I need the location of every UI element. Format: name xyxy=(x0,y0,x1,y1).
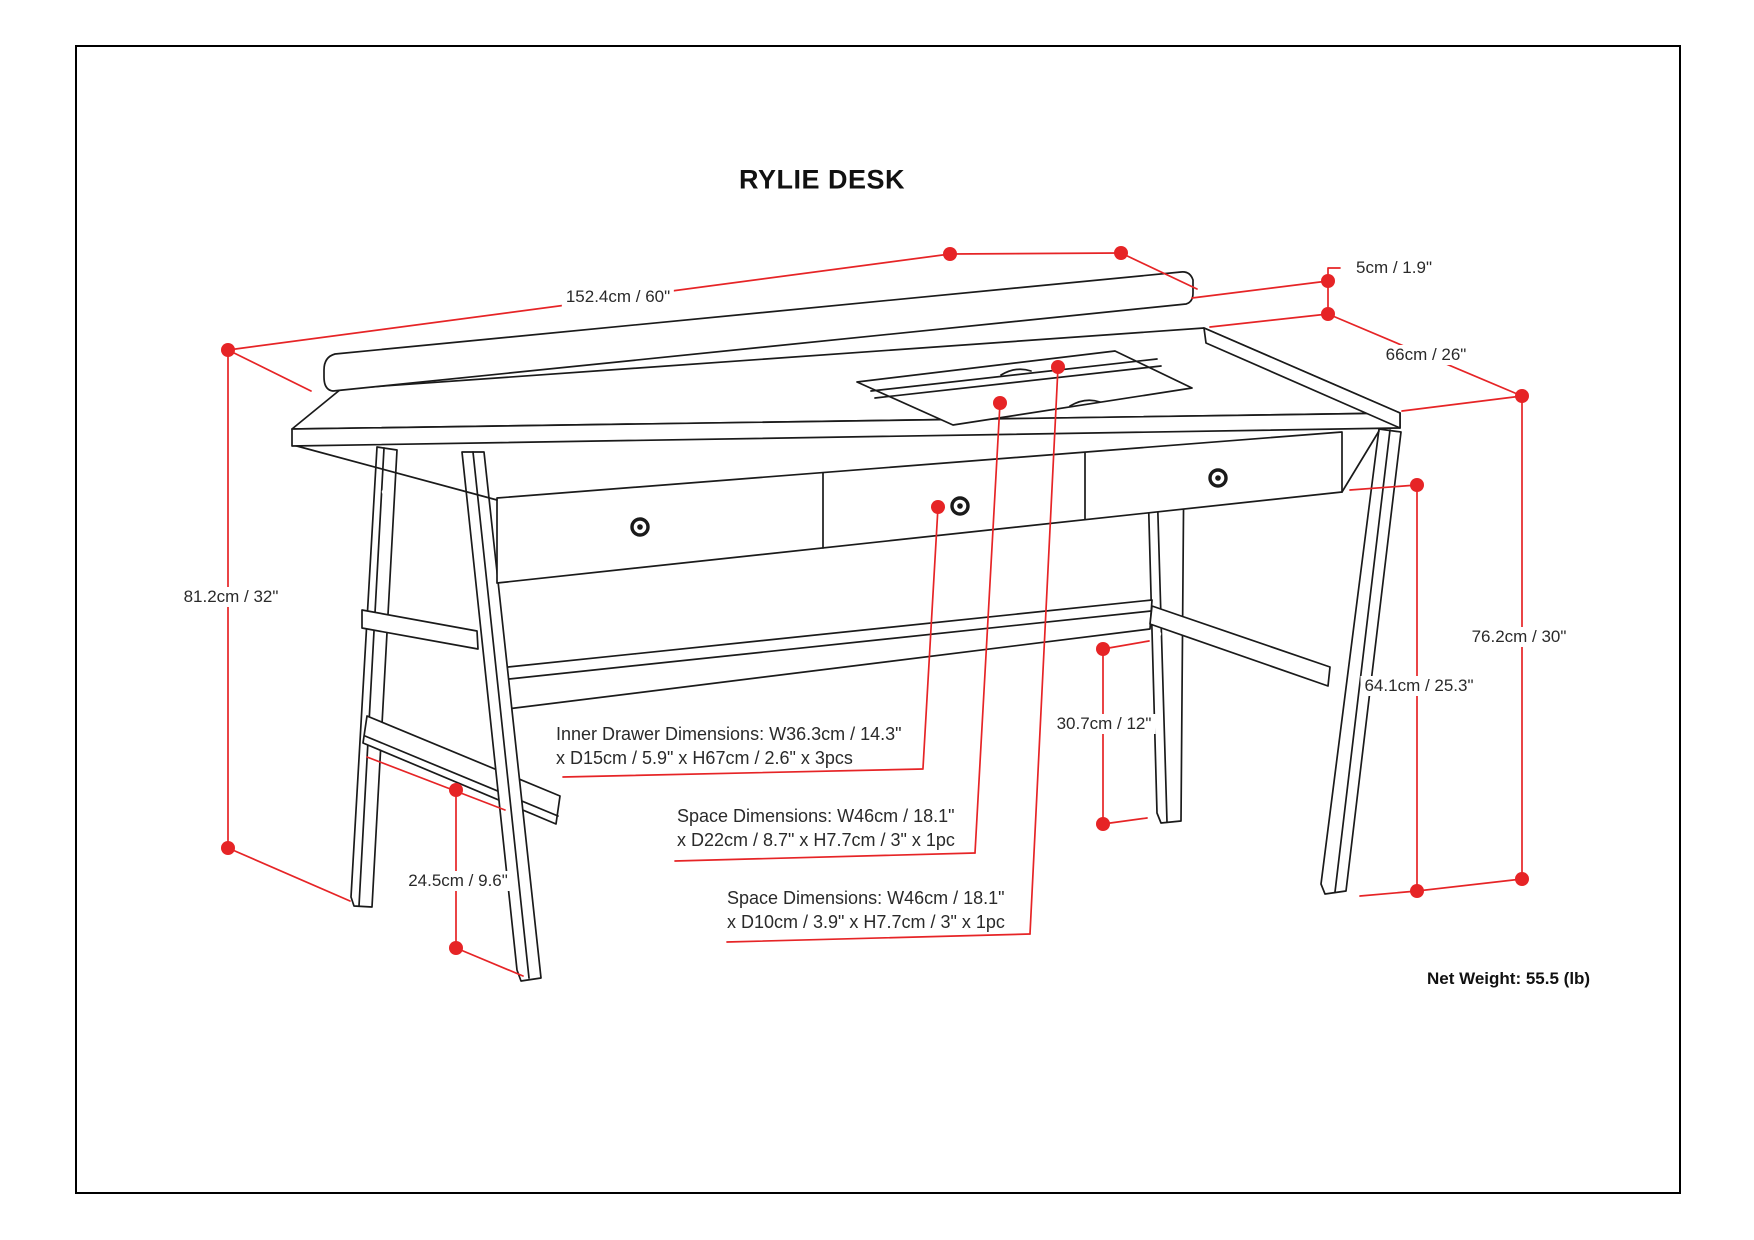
dimension-label-leg-bottom: 24.5cm / 9.6" xyxy=(404,871,512,891)
dimension-label-stretcher-clearance: 30.7cm / 12" xyxy=(1053,714,1156,734)
net-weight-label: Net Weight: 55.5 (lb) xyxy=(1427,969,1591,988)
inner-drawer-note-line1: Inner Drawer Dimensions: W36.3cm / 14.3" xyxy=(556,724,902,744)
space2-leader xyxy=(1030,367,1058,934)
dimension-label-overall-height: 81.2cm / 32" xyxy=(180,587,283,607)
space-note-2 xyxy=(727,886,1005,934)
space-note-1 xyxy=(677,804,955,852)
dimension-label-floor-to-top: 76.2cm / 30" xyxy=(1468,627,1571,647)
space-note-1-line1: Space Dimensions: W46cm / 18.1" xyxy=(677,806,955,826)
left-lower-stretcher xyxy=(363,716,560,824)
dimension-label-width: 152.4cm / 60" xyxy=(562,287,674,307)
page-title: RYLIE DESK xyxy=(738,164,906,195)
rear-left-leg xyxy=(351,447,397,907)
front-right-leg xyxy=(1321,429,1401,894)
space-note-1-line2: x D22cm / 8.7" x H7.7cm / 3" x 1pc xyxy=(677,830,955,850)
dimension-label-backsplash-height: 5cm / 1.9" xyxy=(1352,258,1436,278)
dimension-label-depth: 66cm / 26" xyxy=(1382,345,1471,365)
inner-drawer-note-line2: x D15cm / 5.9" x H67cm / 2.6" x 3pcs xyxy=(556,748,853,768)
drawer-band xyxy=(293,431,1379,583)
space-note-2-line1: Space Dimensions: W46cm / 18.1" xyxy=(727,888,1005,908)
inner-drawer-note xyxy=(556,722,902,770)
dimension-label-floor-to-drawer: 64.1cm / 25.3" xyxy=(1360,676,1477,696)
space-note-2-line2: x D10cm / 3.9" x H7.7cm / 3" x 1pc xyxy=(727,912,1005,932)
long-stretcher-rail xyxy=(489,600,1152,711)
